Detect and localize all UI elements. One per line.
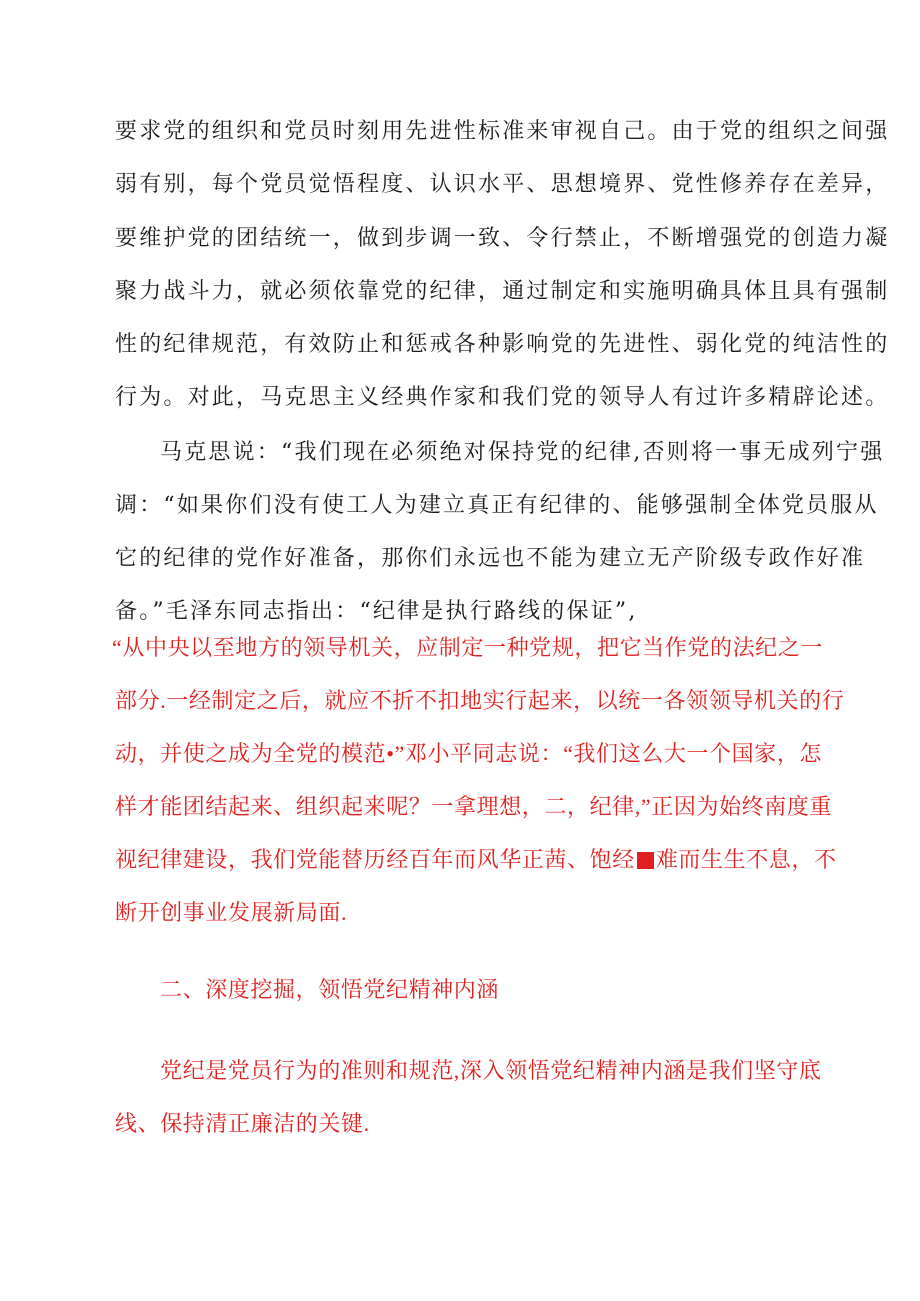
paragraph-4-line: 党纪是党员行为的准则和规范,深入领悟党纪精神内涵是我们坚守底 xyxy=(160,1058,822,1083)
paragraph-1-line: 弱有别，每个党员觉悟程度、认识水平、思想境界、党性修养存在差异， xyxy=(115,172,890,197)
paragraph-3-line: 动，并使之成为全党的模范•”邓小平同志说：“我们这么大一个国家，怎 xyxy=(115,741,823,766)
paragraph-3-line: 断开创事业发展新局面. xyxy=(115,900,348,925)
paragraph-4-line: 线、保持清正廉洁的关键. xyxy=(115,1111,370,1136)
paragraph-1-line: 行为。对此，马克思主义经典作家和我们党的领导人有过许多精辟论述。 xyxy=(115,385,890,410)
paragraph-3-line xyxy=(115,845,837,875)
paragraph-2-line: 马克思说：“我们现在必须绝对保持党的纪律,否则将一事无成列宁强 xyxy=(160,440,885,465)
paragraph-3-text-after-mark: 难而生生不息，不 xyxy=(655,847,837,872)
paragraph-3-text-before-mark: 视纪律建设，我们党能替历经百年而风华正茜、饱经 xyxy=(115,847,635,872)
paragraph-1-line: 要维护党的团结统一，做到步调一致、令行禁止，不断增强党的创造力凝 xyxy=(115,226,890,251)
paragraph-1-line: 性的纪律规范，有效防止和惩戒各种影响党的先进性、弱化党的纯洁性的 xyxy=(115,332,890,357)
paragraph-2-line: 调：“如果你们没有使工人为建立真正有纪律的、能够强制全体党员服从 xyxy=(115,493,879,518)
paragraph-3-line: “从中央以至地方的领导机关，应制定一种党规，把它当作党的法纪之一 xyxy=(112,635,823,660)
paragraph-2-line: 备。”毛泽东同志指出：“纪律是执行路线的保证”, xyxy=(115,599,638,624)
paragraph-1-line: 要求党的组织和党员时刻用先进性标准来审视自己。由于党的组织之间强 xyxy=(115,119,890,144)
paragraph-3-line: 样才能团结起来、组织起来呢？一拿理想，二，纪律,”正因为始终南度重 xyxy=(115,794,833,819)
paragraph-3-line: 部分.一经制定之后，就应不折不扣地实行起来，以统一各领领导机关的行 xyxy=(115,688,845,713)
redaction-square-icon xyxy=(637,852,654,869)
section-heading: 二、深度挖掘，领悟党纪精神内涵 xyxy=(160,977,500,1002)
paragraph-1-line: 聚力战斗力，就必须依靠党的纪律，通过制定和实施明确具体且具有强制 xyxy=(115,279,890,304)
paragraph-2-line: 它的纪律的党作好准备，那你们永远也不能为建立无产阶级专政作好准 xyxy=(115,546,866,571)
